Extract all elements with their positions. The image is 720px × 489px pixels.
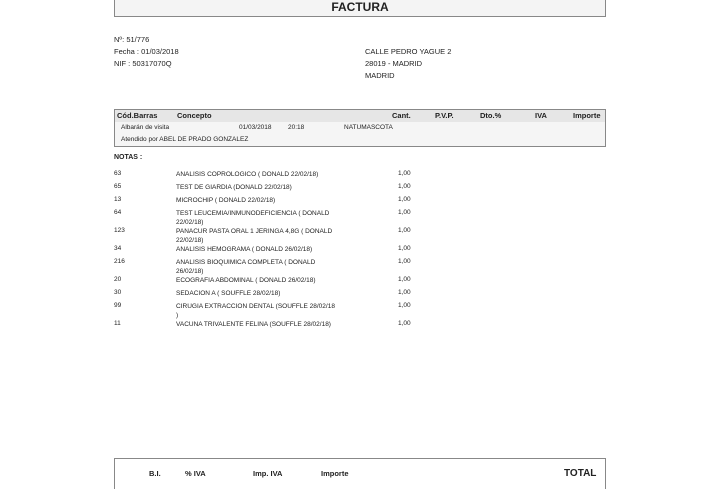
col-iva: IVA [535,111,547,120]
visit-client: NATUMASCOTA [344,124,393,131]
visit-info [114,122,606,147]
footer-bi: B.I. [149,469,161,478]
list-item [114,227,604,245]
item-quantity: 1,00 [398,289,411,296]
address-city: MADRID [365,71,395,80]
col-discount: Dto.% [480,111,502,120]
item-code: 20 [114,276,122,283]
footer-pct-iva: % IVA [185,469,206,478]
address-postal: 28019 - MADRID [365,59,423,68]
item-description: TEST DE GIARDIA (DONALD 22/02/18) [176,184,292,191]
col-pvp: P.V.P. [435,111,454,120]
totals-footer [114,458,606,489]
item-code: 64 [114,209,122,216]
item-quantity: 1,00 [398,227,411,234]
invoice-nif: NIF : 50317070Q [114,59,172,68]
item-code: 63 [114,170,122,177]
item-description: VACUNA TRIVALENTE FELINA (SOUFFLE 28/02/18) [176,321,331,328]
item-description: PANACUR PASTA ORAL 1 JERINGA 4,8G ( DONALD 22/02/18) [176,228,333,244]
item-quantity: 1,00 [398,209,411,216]
item-quantity: 1,00 [398,276,411,283]
item-quantity: 1,00 [398,196,411,203]
list-item [114,289,604,302]
list-item [114,209,604,227]
footer-imp-iva: Imp. IVA [253,469,283,478]
item-quantity: 1,00 [398,170,411,177]
invoice-number: Nº: 51/776 [114,35,150,44]
col-concept: Concepto [177,111,212,120]
item-code: 216 [114,258,125,265]
invoice-date: Fecha : 01/03/2018 [114,47,179,56]
invoice-title: FACTURA [114,0,606,17]
table-header [114,109,606,123]
col-code: Cód.Barras [117,111,158,120]
item-quantity: 1,00 [398,258,411,265]
item-quantity: 1,00 [398,302,411,309]
list-item [114,196,604,209]
item-code: 13 [114,196,122,203]
footer-importe: Importe [321,469,349,478]
item-code: 123 [114,227,125,234]
item-quantity: 1,00 [398,245,411,252]
list-item [114,183,604,196]
visit-time: 20:18 [288,124,305,131]
col-amount: Importe [573,111,601,120]
address-street: CALLE PEDRO YAGUE 2 [365,47,452,56]
item-quantity: 1,00 [398,320,411,327]
list-item [114,170,604,183]
item-description: ANALISIS HEMOGRAMA ( DONALD 26/02/18) [176,246,313,253]
list-item [114,276,604,289]
item-description: MICROCHIP ( DONALD 22/02/18) [176,197,276,204]
col-qty: Cant. [392,111,411,120]
item-code: 30 [114,289,122,296]
visit-attended-by: Atendido por ABEL DE PRADO GONZALEZ [121,136,249,143]
item-description: ECOGRAFIA ABDOMINAL ( DONALD 26/02/18) [176,277,316,284]
item-description: ANALISIS BIOQUIMICA COMPLETA ( DONALD 26/02/18) [176,259,316,275]
item-description: ANALISIS COPROLOGICO ( DONALD 22/02/18) [176,171,319,178]
item-code: 11 [114,320,121,327]
list-item [114,302,604,320]
visit-label: Albarán de visita [121,124,170,131]
list-item [114,245,604,258]
item-code: 65 [114,183,122,190]
items-list [114,170,604,333]
item-description: CIRUGIA EXTRACCION DENTAL (SOUFFLE 28/02/18 ) [176,303,335,319]
item-code: 99 [114,302,122,309]
item-quantity: 1,00 [398,183,411,190]
visit-date: 01/03/2018 [239,124,272,131]
footer-total: TOTAL [564,468,597,479]
list-item [114,320,604,333]
item-description: TEST LEUCEMIA/INMUNODEFICIENCIA ( DONALD 22/02/18) [176,210,330,226]
item-code: 34 [114,245,122,252]
item-description: SEDACION A ( SOUFFLE 28/02/18) [176,290,281,297]
notes-label: NOTAS : [114,154,143,161]
list-item [114,258,604,276]
